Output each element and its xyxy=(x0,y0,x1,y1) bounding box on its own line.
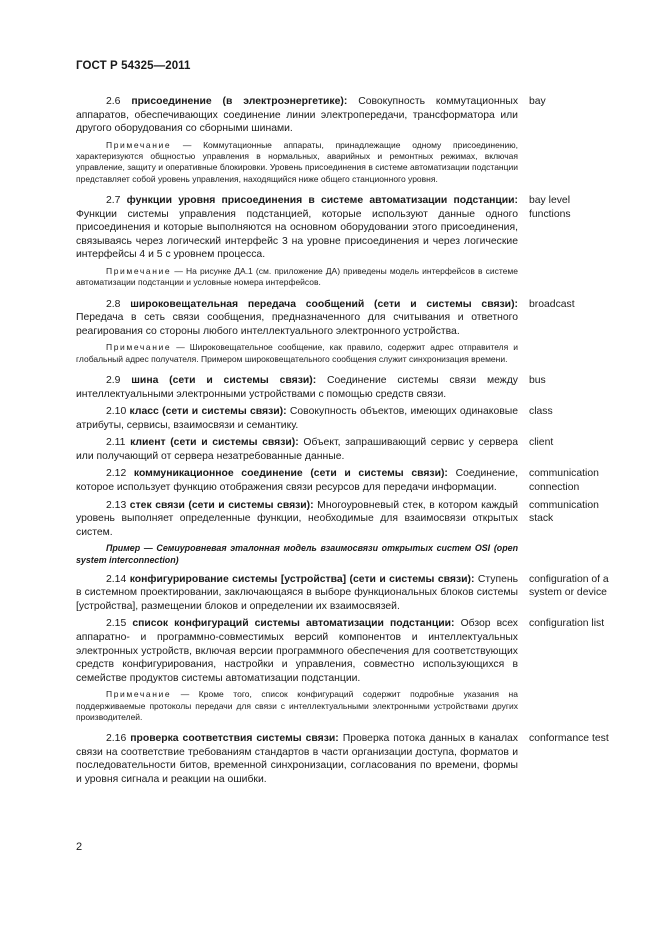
term-definition xyxy=(76,732,518,786)
note-text: — Кроме того, список конфигураций содержит подробные указания на поддерживаемые протоколы передачи для связи с интеллектуальными электронными устройствами других производителей. xyxy=(76,689,518,722)
example-2-13: Пример — Семиуровневая эталонная модель взаимосвязи открытых систем OSI (open system interconnection) xyxy=(76,543,518,566)
note-text: — Широковещательное сообщение, как правило, содержит адрес отправителя и глобальный адрес получателя. Примером широковещательного сообщения служит синхронизация времени. xyxy=(76,342,518,364)
note-2-6 xyxy=(76,140,518,185)
term-number: 2.14 xyxy=(106,573,127,585)
term-entry-2-9 xyxy=(76,374,625,401)
english-equivalent: communication connection xyxy=(529,468,599,494)
english-equivalent: bay level functions xyxy=(529,194,571,220)
term-definition xyxy=(76,374,518,401)
terms-list xyxy=(76,95,625,791)
note-text: — На рисунке ДА.1 (см. приложение ДА) приведены модель интерфейсов в системе автоматизации подстанции и условные номера интерфейсов. xyxy=(76,265,518,288)
definition-text: Совокупность объектов, имеющих одинаковые атрибуты, сервисы, взаимосвязи и семантику. xyxy=(76,406,518,431)
term-number: 2.15 xyxy=(106,618,127,630)
term-entry-2-14 xyxy=(76,573,625,614)
term-definition xyxy=(76,573,518,614)
term-definition xyxy=(76,298,518,339)
term-number: 2.6 xyxy=(106,96,121,107)
term-definition xyxy=(76,405,518,432)
term-number: 2.12 xyxy=(106,468,127,480)
term-entry-2-12 xyxy=(76,467,625,494)
term-definition xyxy=(76,194,518,262)
term-entry-2-16 xyxy=(76,732,625,786)
term-definition xyxy=(76,95,518,136)
page-number: 2 xyxy=(76,841,83,853)
term-name: широковещательная передача сообщений (сети и системы связи): xyxy=(130,298,518,310)
note-2-8 xyxy=(76,342,518,365)
term-name: клиент (сети и системы связи): xyxy=(130,437,299,449)
document-header: ГОСТ Р 54325—2011 xyxy=(76,60,191,72)
term-entry-2-10 xyxy=(76,405,625,432)
definition-text: Многоуровневый стек, в котором каждый уровень выполняет определенные функции, необходимые для взаимосвязи открытых систем. xyxy=(76,499,518,538)
english-equivalent: configuration of a system or device xyxy=(529,573,609,599)
definition-text: Совокупность коммутационных аппаратов, обеспечивающих соединение линии электропередачи, трансформатора или другого оборудования со сборными шинами. xyxy=(76,96,519,135)
english-equivalent: broadcast xyxy=(529,298,575,310)
term-name: конфигурирование системы [устройства] (сети и системы связи): xyxy=(129,573,475,585)
english-equivalent: conformance test xyxy=(529,733,609,745)
note-label: Примечание xyxy=(106,689,172,700)
note-label: Примечание xyxy=(106,342,172,353)
definition-text: Объект, запрашивающий сервис у сервера или получающий от сервера незатребованные данные. xyxy=(76,437,519,462)
term-name: коммуникационное соединение (сети и системы связи): xyxy=(133,468,448,480)
definition-text: Передача в сеть связи сообщения, предназначенного для считывания и ответного реагирования со стороны любого интеллектуального электронного устройства. xyxy=(76,312,518,337)
term-definition xyxy=(76,467,518,494)
term-name: список конфигураций системы автоматизации подстанции: xyxy=(132,618,455,630)
term-definition xyxy=(76,436,518,463)
term-entry-2-13 xyxy=(76,499,625,540)
note-label: Примечание xyxy=(106,265,172,276)
note-2-15 xyxy=(76,689,518,723)
term-number: 2.16 xyxy=(106,733,127,745)
definition-text: Соединение системы связи между интеллектуальными электронными устройствами с помощью средств связи. xyxy=(76,374,518,400)
term-number: 2.7 xyxy=(106,194,121,206)
definition-text: Ступень в системном проектировании, заключающаяся в выборе функциональных блоков системы [устройства], размещении блоков и определении их взаимосвязей. xyxy=(76,573,519,612)
note-text: — Коммутационные аппараты, принадлежащие одному присоединению, характеризуются общностью управления в нормальных, аварийных и ремонтных режимах, включая управление, защиту и оперативные блокировки. Уровень присоединения в системе автоматизации подстанции представляет собой уровень управления, находящийся ниже общего станционного уровня. xyxy=(76,139,518,184)
term-number: 2.11 xyxy=(106,437,126,449)
term-number: 2.9 xyxy=(106,374,121,386)
term-number: 2.8 xyxy=(106,298,121,310)
term-entry-2-8 xyxy=(76,298,625,339)
english-equivalent: bay xyxy=(529,96,546,107)
term-number: 2.10 xyxy=(106,406,127,418)
term-name: проверка соответствия системы связи: xyxy=(130,733,339,745)
term-name: стек связи (сети и системы связи): xyxy=(129,499,314,511)
definition-text: Соединение, которое использует функцию отображения связи ресурсов для передачи информации. xyxy=(76,468,518,494)
term-definition xyxy=(76,617,518,685)
term-number: 2.13 xyxy=(106,499,127,511)
term-entry-2-15 xyxy=(76,617,625,685)
term-entry-2-7 xyxy=(76,194,625,262)
term-name: присоединение (в электроэнергетике): xyxy=(131,96,348,107)
term-name: класс (сети и системы связи): xyxy=(129,406,287,418)
term-name: шина (сети и системы связи): xyxy=(131,374,317,386)
note-label: Примечание xyxy=(106,139,172,150)
note-2-7 xyxy=(76,266,518,289)
english-equivalent: bus xyxy=(529,374,546,386)
definition-text: Обзор всех аппаратно- и программно-совместимых версий компонентов и интеллектуальных электронных устройств, включая версии программного обеспечения для соответствующих средств конфигурирования, настройки и управления, совместно использующихся в семействе продуктов системы автоматизации подстанции. xyxy=(76,618,518,684)
term-definition xyxy=(76,499,518,540)
term-entry-2-11 xyxy=(76,436,625,463)
english-equivalent: class xyxy=(529,406,553,418)
definition-text: Проверка потока данных в каналах связи на соответствие требованиям стандартов в части организации доступа, форматов и последовательности битов, временной синхронизации, согласования по времени, формы и уровня сигнала и реакции на ошибки. xyxy=(76,733,518,786)
term-entry-2-6 xyxy=(76,95,625,136)
english-equivalent: communication stack xyxy=(529,499,599,525)
term-name: функции уровня присоединения в системе автоматизации подстанции: xyxy=(126,194,519,206)
english-equivalent: configuration list xyxy=(529,618,605,630)
definition-text: Функции системы управления подстанцией, которые используют данные одного присоединения и которые выполняются на основном оборудовании этого присоединения, связываясь через логический интерфейс 3 на уровне присоединения и через логические интерфейсы 4 и 5 с уровнем процесса. xyxy=(76,208,518,261)
english-equivalent: client xyxy=(529,437,554,449)
